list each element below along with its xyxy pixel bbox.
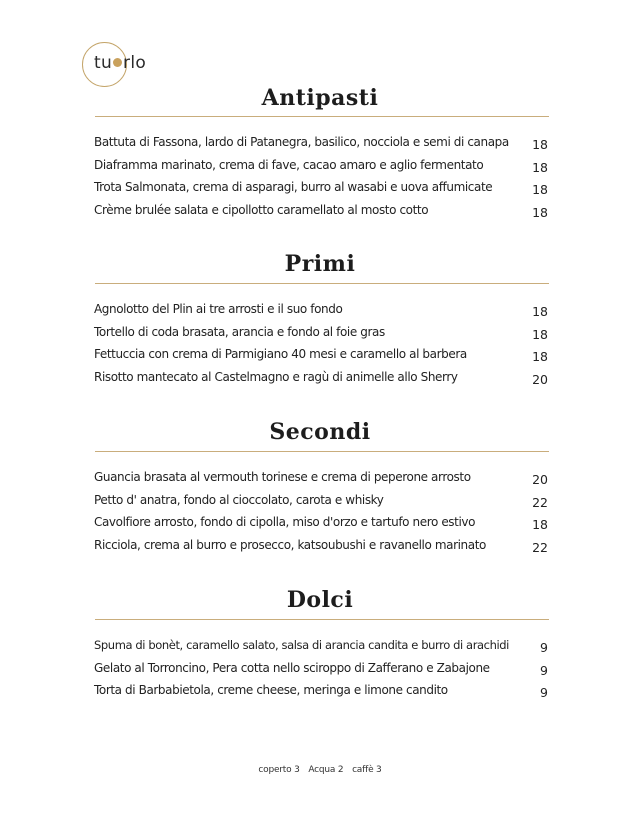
menu-item — [94, 158, 550, 181]
menu-item — [94, 203, 550, 226]
dish-name: Torta di Barbabietola, creme cheese, meringa e limone candito — [94, 683, 448, 697]
section-divider — [95, 283, 549, 284]
menu-item — [94, 370, 550, 393]
menu-item — [94, 683, 550, 706]
menu-item — [94, 538, 550, 561]
dish-price: 18 — [532, 349, 548, 364]
menu-list-dolci — [94, 638, 550, 706]
dish-name: Risotto mantecato al Castelmagno e ragù di animelle allo Sherry — [94, 369, 458, 384]
section-divider — [95, 451, 549, 452]
dish-name: Cavolfiore arrosto, fondo di cipolla, miso d'orzo e tartufo nero estivo — [94, 515, 476, 529]
dish-name: Guancia brasata al vermouth torinese e crema di peperone arrosto — [94, 470, 471, 484]
brand-logo — [82, 42, 147, 88]
dish-price: 22 — [532, 494, 548, 510]
menu-item — [94, 661, 550, 684]
caffe-charge: caffè 3 — [352, 765, 382, 775]
logo-dot-icon — [113, 58, 122, 67]
coperto-charge: coperto 3 — [258, 765, 300, 775]
menu-item — [94, 325, 550, 348]
dish-price: 18 — [532, 326, 548, 342]
acqua-charge: Acqua 2 — [308, 765, 344, 775]
dish-price: 18 — [532, 517, 548, 532]
menu-list-secondi — [94, 470, 550, 560]
menu-item — [94, 180, 550, 203]
section-divider — [95, 116, 549, 117]
menu-item — [94, 302, 550, 325]
dish-name: Trota Salmonata, crema di asparagi, burro al wasabi e uova affumicate — [94, 180, 493, 194]
footer-charges — [0, 765, 640, 775]
dish-name: Tortello di coda brasata, arancia e fondo al foie gras — [94, 324, 385, 339]
dish-price: 18 — [532, 204, 548, 220]
section-divider — [95, 619, 549, 620]
dish-price: 20 — [532, 371, 548, 387]
dish-name: Petto d' anatra, fondo al cioccolato, carota e whisky — [94, 492, 384, 507]
menu-item — [94, 638, 550, 661]
dish-price: 18 — [532, 182, 548, 197]
section-title-secondi: Secondi — [269, 419, 371, 445]
menu-item — [94, 135, 550, 158]
section-title-antipasti: Antipasti — [261, 85, 379, 111]
dish-name: Spuma di bonèt, caramello salato, salsa di arancia candita e burro di arachidi — [94, 638, 509, 652]
logo-text — [94, 53, 146, 73]
dish-price: 18 — [532, 159, 548, 175]
dish-name: Diaframma marinato, crema di fave, cacao amaro e aglio fermentato — [94, 157, 484, 172]
menu-item — [94, 515, 550, 538]
dish-price: 9 — [540, 685, 548, 700]
dish-price: 20 — [532, 472, 548, 487]
dish-price: 9 — [540, 640, 548, 655]
section-title-dolci: Dolci — [286, 587, 354, 613]
logo-text-end: rlo — [123, 53, 147, 73]
menu-item — [94, 470, 550, 493]
dish-name: Agnolotto del Plin ai tre arrosti e il suo fondo — [94, 302, 343, 316]
menu-list-antipasti — [94, 135, 550, 225]
menu-item — [94, 493, 550, 516]
menu-item — [94, 347, 550, 370]
dish-name: Battuta di Fassona, lardo di Patanegra, basilico, nocciola e semi di canapa — [94, 135, 509, 149]
dish-name: Fettuccia con crema di Parmigiano 40 mesi e caramello al barbera — [94, 347, 467, 361]
dish-name: Gelato al Torroncino, Pera cotta nello sciroppo di Zafferano e Zabajone — [94, 660, 490, 675]
dish-price: 9 — [540, 662, 548, 678]
logo-text-start: tu — [94, 53, 113, 73]
dish-price: 18 — [532, 304, 548, 319]
menu-list-primi — [94, 302, 550, 392]
section-title-primi: Primi — [284, 251, 356, 277]
dish-price: 22 — [532, 539, 548, 555]
dish-name: Ricciola, crema al burro e prosecco, katsoubushi e ravanello marinato — [94, 537, 486, 552]
dish-name: Crème brulée salata e cipollotto caramellato al mosto cotto — [94, 202, 429, 217]
dish-price: 18 — [532, 137, 548, 152]
